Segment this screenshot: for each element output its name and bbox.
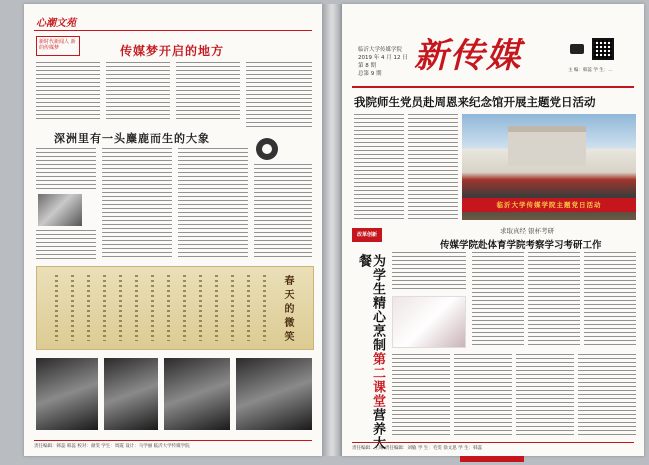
masthead-side-note: 主 编：韩蕊 学 生：... (568, 68, 613, 73)
section-title: 心潮文苑 (36, 18, 76, 29)
vertical-headline-part1: 为学生精心烹制 (370, 254, 385, 352)
article1-title: 传媒梦开启的地方 (120, 44, 225, 58)
feature-body-col3 (516, 354, 574, 438)
article2-body-col4 (254, 164, 312, 260)
feature-body-col2 (454, 354, 512, 438)
lead-body-col1 (354, 114, 404, 220)
bw-photo-3 (164, 358, 230, 430)
poem-title: 春天的微笑 (282, 275, 293, 345)
section-rule (34, 30, 312, 31)
feature-body-col4 (578, 354, 636, 438)
second-body-col1 (472, 252, 524, 348)
article1-body-col3 (176, 62, 240, 122)
feature-body-col1 (392, 354, 450, 438)
lead-body-col2 (408, 114, 458, 220)
issue-number: 第 8 期 (358, 63, 376, 69)
poem-scroll (36, 266, 314, 350)
bw-photo-4 (236, 358, 312, 430)
column-tag: 新时代新闻人 新的传媒梦 (36, 36, 80, 56)
masthead-rule (352, 86, 634, 88)
left-footer: 责任编辑：韩蕊 韩蕊 校对：颜雯 学生：周霞 设计：马学丽 临沂大学传媒学院 (34, 440, 312, 449)
bw-photo-2 (104, 358, 158, 430)
masthead-title: 新传媒 (414, 36, 522, 76)
issue-date: 2019 年 4 月 12 日 (358, 55, 408, 61)
lead-photo-banner: 临沂大学传媒学院主题党日活动 (462, 198, 636, 212)
total-issue: 总第 9 期 (358, 71, 382, 77)
article2-title: 深洲里有一头麋鹿而生的大象 (54, 132, 210, 145)
left-page (24, 4, 322, 456)
feature-illustration (392, 296, 466, 348)
second-body-col3 (584, 252, 636, 348)
feature-body-top (392, 252, 466, 292)
film-reel-icon (256, 138, 278, 160)
vertical-headline-part3: 营养大餐 (356, 254, 385, 450)
page-gutter (322, 4, 342, 456)
article2-photo (38, 194, 82, 226)
article1-body-col2 (106, 62, 170, 122)
bw-photo-1 (36, 358, 98, 430)
next-page-tab (460, 456, 524, 462)
second-subheadline: 求取真经 银杯考研 (500, 227, 555, 235)
article2-body-col3 (178, 148, 248, 260)
article2-body-col2 (102, 148, 172, 260)
article2-body-col1 (36, 148, 96, 192)
article1-body-col4 (246, 62, 312, 130)
qr-code (592, 38, 614, 60)
right-page (342, 4, 644, 456)
column-tag-reform: 改革创新 (352, 228, 382, 242)
right-footer: 责任编辑：王琳 责任编辑：刘敏 学 生：毛雯 徐文思 学 生：韩蕊 (352, 442, 634, 451)
article2-body-col1b (36, 230, 96, 260)
article1-body-col1 (36, 62, 100, 122)
vertical-headline-part2: 第二课堂 (370, 352, 385, 408)
lead-headline: 我院师生党员赴周恩来纪念馆开展主题党日活动 (354, 95, 596, 109)
masthead-info (358, 46, 408, 78)
vertical-headline (356, 254, 384, 456)
second-body-col2 (528, 252, 580, 348)
camera-icon (570, 44, 584, 54)
school-name: 临沂大学传媒学院 (358, 47, 403, 53)
second-headline: 传媒学院赴体育学院考察学习考研工作 (440, 240, 602, 251)
